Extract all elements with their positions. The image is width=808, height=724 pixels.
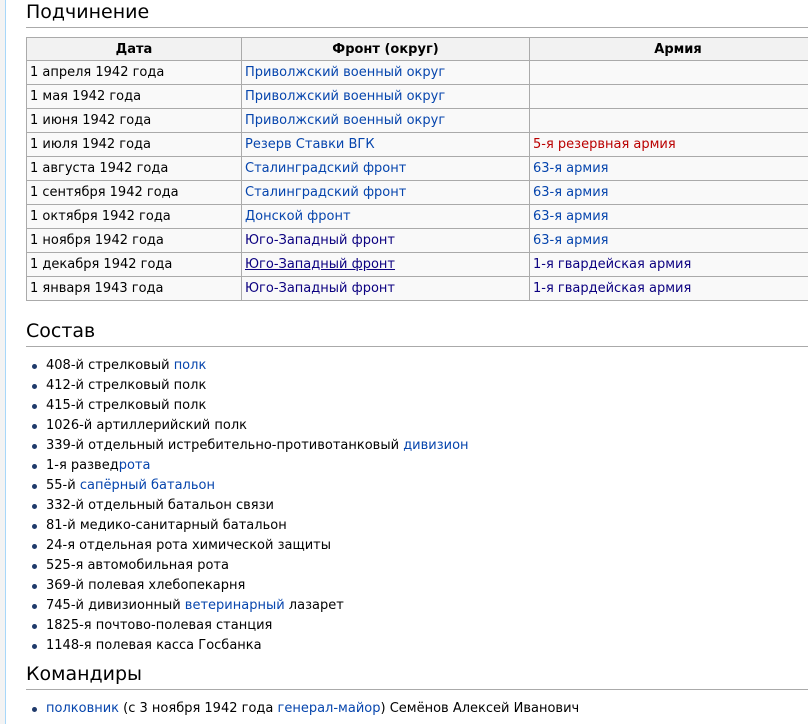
section-heading-composition: Состав (26, 320, 808, 347)
commanders-list (26, 699, 579, 719)
list-item: 745-й дивизионный ветеринарный лазарет (26, 596, 469, 616)
list-item: 369-й полевая хлебопекарня (26, 576, 469, 596)
army-link[interactable]: 1-я гвардейская армия (533, 257, 692, 272)
list-item: 332-й отдельный батальон связи (26, 496, 469, 516)
list-item: 412-й стрелковый полк (26, 376, 469, 396)
sidebar-edge (0, 0, 6, 724)
bullet-icon (32, 444, 37, 449)
list-item: 525-я автомобильная рота (26, 556, 469, 576)
table-row (27, 181, 808, 205)
army-link[interactable]: 5-я резервная армия (533, 137, 676, 152)
bullet-icon (32, 424, 37, 429)
rank-link[interactable]: полковник (46, 701, 120, 716)
bullet-icon (32, 504, 37, 509)
table-row (27, 85, 808, 109)
bullet-icon (32, 624, 37, 629)
cell-army (530, 253, 808, 277)
cell-front (242, 133, 530, 157)
subordination-table (26, 37, 808, 301)
army-link[interactable]: 1-я гвардейская армия (533, 281, 692, 296)
front-link[interactable]: Сталинградский фронт (245, 185, 407, 200)
cell-date: 1 августа 1942 года (27, 157, 242, 181)
cell-army (530, 133, 808, 157)
table-row (27, 253, 808, 277)
list-item: 55-й сапёрный батальон (26, 476, 469, 496)
front-link[interactable]: Юго-Западный фронт (245, 257, 396, 272)
cell-front (242, 157, 530, 181)
unit-link[interactable]: ветеринарный (184, 598, 285, 613)
cell-army (530, 205, 808, 229)
bullet-icon (32, 564, 37, 569)
front-link[interactable]: Приволжский военный округ (245, 113, 446, 128)
army-link[interactable]: 63-я армия (533, 209, 609, 224)
bullet-icon (32, 584, 37, 589)
list-item: 415-й стрелковый полк (26, 396, 469, 416)
army-link[interactable]: 63-я армия (533, 185, 609, 200)
table-row (27, 61, 808, 85)
bullet-icon (32, 384, 37, 389)
cell-front (242, 109, 530, 133)
composition-list (26, 356, 469, 656)
list-item: 339-й отдельный истребительно-противотанковый дивизион (26, 436, 469, 456)
column-header-army: Армия (530, 38, 808, 61)
list-item: 24-я отдельная рота химической защиты (26, 536, 469, 556)
cell-front (242, 61, 530, 85)
bullet-icon (32, 404, 37, 409)
cell-front (242, 181, 530, 205)
unit-link[interactable]: полк (173, 358, 207, 373)
cell-date: 1 ноября 1942 года (27, 229, 242, 253)
front-link[interactable]: Приволжский военный округ (245, 65, 446, 80)
list-item: 1026-й артиллерийский полк (26, 416, 469, 436)
front-link[interactable]: Юго-Западный фронт (245, 233, 396, 248)
table-row (27, 229, 808, 253)
cell-army (530, 85, 808, 109)
list-item: 1825-я почтово-полевая станция (26, 616, 469, 636)
column-header-front: Фронт (округ) (242, 38, 530, 61)
cell-army (530, 61, 808, 85)
column-header-date: Дата (27, 38, 242, 61)
bullet-icon (32, 524, 37, 529)
list-item: 1148-я полевая касса Госбанка (26, 636, 469, 656)
front-link[interactable]: Юго-Западный фронт (245, 281, 396, 296)
bullet-icon (32, 707, 37, 712)
cell-front (242, 253, 530, 277)
cell-army (530, 109, 808, 133)
cell-front (242, 229, 530, 253)
list-item: 81-й медико-санитарный батальон (26, 516, 469, 536)
list-item: полковник (с 3 ноября 1942 года генерал-майор) Семёнов Алексей Иванович (26, 699, 579, 719)
unit-link[interactable]: рота (118, 458, 151, 473)
front-link[interactable]: Сталинградский фронт (245, 161, 407, 176)
table-row (27, 205, 808, 229)
cell-front (242, 277, 530, 301)
bullet-icon (32, 544, 37, 549)
bullet-icon (32, 484, 37, 489)
bullet-icon (32, 604, 37, 609)
army-link[interactable]: 63-я армия (533, 233, 609, 248)
table-header-row (27, 38, 808, 61)
front-link[interactable]: Донской фронт (245, 209, 351, 224)
front-link[interactable]: Приволжский военный округ (245, 89, 446, 104)
cell-army (530, 229, 808, 253)
cell-date: 1 апреля 1942 года (27, 61, 242, 85)
bullet-icon (32, 364, 37, 369)
section-heading-subordination: Подчинение (26, 1, 808, 28)
cell-date: 1 июля 1942 года (27, 133, 242, 157)
unit-link[interactable]: сапёрный батальон (79, 478, 215, 493)
list-item: 1-я разведрота (26, 456, 469, 476)
cell-date: 1 декабря 1942 года (27, 253, 242, 277)
cell-army (530, 277, 808, 301)
unit-link[interactable]: дивизион (403, 438, 469, 453)
table-row (27, 109, 808, 133)
cell-front (242, 85, 530, 109)
cell-date: 1 сентября 1942 года (27, 181, 242, 205)
table-row (27, 277, 808, 301)
bullet-icon (32, 644, 37, 649)
army-link[interactable]: 63-я армия (533, 161, 609, 176)
cell-date: 1 мая 1942 года (27, 85, 242, 109)
front-link[interactable]: Резерв Ставки ВГК (245, 137, 375, 152)
section-heading-commanders: Командиры (26, 663, 808, 690)
table-row (27, 133, 808, 157)
cell-front (242, 205, 530, 229)
table-row (27, 157, 808, 181)
cell-date: 1 июня 1942 года (27, 109, 242, 133)
cell-army (530, 157, 808, 181)
list-item: 408-й стрелковый полк (26, 356, 469, 376)
cell-date: 1 января 1943 года (27, 277, 242, 301)
cell-army (530, 181, 808, 205)
rank-link[interactable]: генерал-майор (277, 701, 381, 716)
bullet-icon (32, 464, 37, 469)
cell-date: 1 октября 1942 года (27, 205, 242, 229)
